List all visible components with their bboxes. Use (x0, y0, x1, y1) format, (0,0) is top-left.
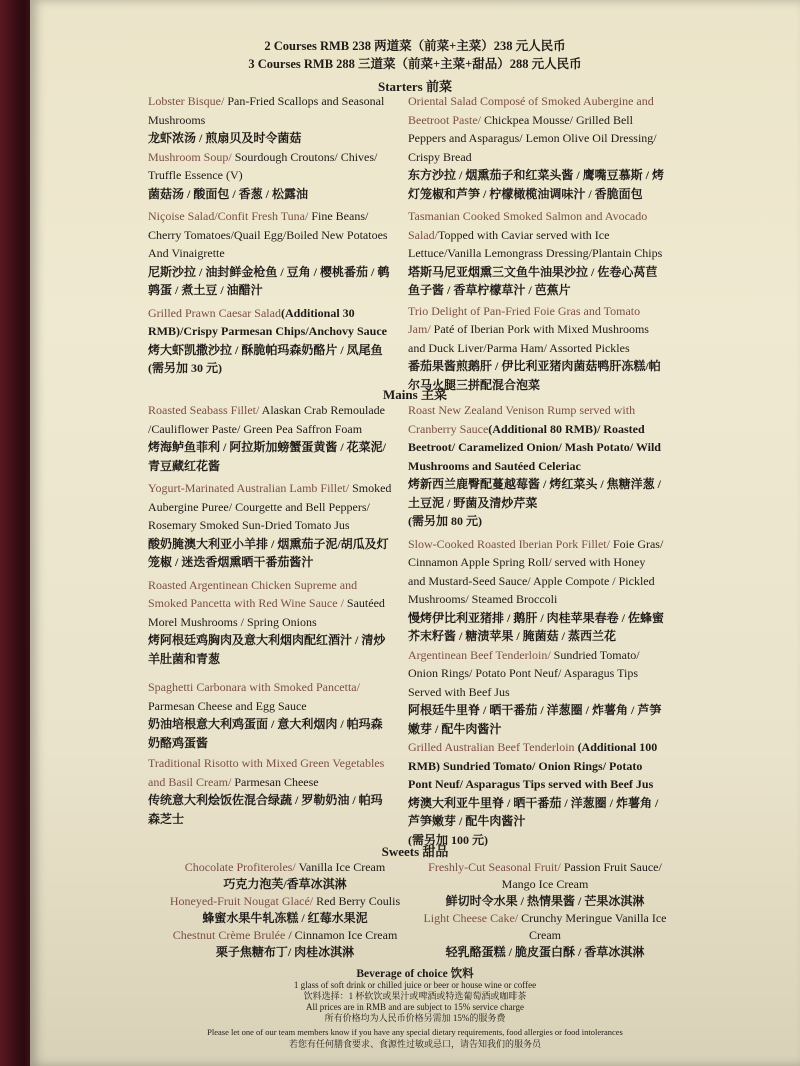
menu-item (408, 535, 664, 646)
dessert-name-zh: 巧克力泡芙/香草冰淇淋 (223, 877, 347, 891)
dish-description: Parmesan Cheese and Egg Sauce (148, 698, 307, 713)
dish-name-zh: 奶油培根意大利鸡蛋面 / 意大利烟肉 / 帕玛森奶酪鸡蛋酱 (148, 717, 383, 750)
dish-name-zh: 烤澳大利亚牛里脊 / 晒干番茄 / 洋葱圈 / 炸薯角 / 芦笋嫩芽 / 配牛肉酱汁 (408, 795, 659, 828)
dish-name: Roasted Argentinean Chicken Supreme and Smoked Pancetta with Red Wine Sauce / (148, 577, 358, 610)
menu-item (148, 678, 394, 752)
dish-name: Roast New Zealand Venison Rump served with Cranberry Sauce (408, 403, 636, 436)
dessert-item (150, 927, 420, 961)
dessert-description: Crunchy Meringue Vanilla Ice Cream (518, 911, 667, 942)
dish-name-zh: 烤阿根廷鸡胸肉及意大利烟肉配红酒汁 / 清炒羊肚菌和青葱 (148, 633, 386, 666)
dish-name-zh: 番茄果酱煎鹅肝 / 伊比利亚猪肉菌菇鸭肝冻糕/帕尔马火腿三拼配混合泡菜 (408, 359, 661, 392)
beverage-title: Beverage of choice 饮料 (356, 968, 474, 980)
menu-item (148, 304, 394, 378)
dish-name: Grilled Australian Beef Tenderloin (408, 740, 575, 754)
dish-name-zh: 烤海鲈鱼菲利 / 阿拉斯加螃蟹蛋黄酱 / 花菜泥/青豆藏红花酱 (148, 440, 387, 473)
menu-item (148, 92, 394, 148)
dish-name-zh: 慢烤伊比利亚猪排 / 鹅肝 / 肉桂苹果春卷 / 佐蜂蜜芥末籽酱 / 糖渍苹果 / 腌菌菇 / 蒸西兰花 (408, 610, 665, 643)
dish-description: Sourdough Croutons/ Chives/ Truffle Essence (V) (148, 149, 378, 182)
menu-item (148, 576, 394, 669)
menu-item (408, 207, 664, 300)
surcharge-note: (需另加 80 元) (408, 514, 482, 528)
dessert-description: Passion Fruit Sauce/ Mango Ice Cream (501, 860, 662, 891)
menu-item (148, 148, 394, 204)
menu-item (408, 92, 664, 203)
dish-description: Pan-Fried Scallops and Seasonal Mushrooms (148, 94, 385, 127)
dish-name: Yogurt-Marinated Australian Lamb Fillet/ (148, 481, 350, 495)
dessert-name-zh: 栗子焦糖布丁/ 肉桂冰淇淋 (215, 945, 355, 959)
menu-item (408, 646, 664, 739)
dish-description: Foie Gras/ Cinnamon Apple Spring Roll/ served with Honey and Mustard-Seed Sauce/ Apple Compote / Pickled Mushrooms/ Steamed Broccoli (408, 536, 664, 606)
dish-description: Alaskan Crab Remoulade /Cauliflower Paste/ Green Pea Saffron Foam (148, 403, 385, 436)
menu-item (148, 754, 394, 828)
mains-title: Mains 主菜 (383, 387, 447, 402)
dessert-name-zh: 鲜切时令水果 / 热情果酱 / 芒果冰淇淋 (445, 894, 645, 908)
dish-description: Parmesan Cheese (231, 774, 319, 789)
dish-name-zh: 酸奶腌澳大利亚小羊排 / 烟熏茄子泥/胡瓜及灯笼椒 / 迷迭香烟熏晒干番茄酱汁 (148, 536, 389, 569)
dish-name-zh: 东方沙拉 / 烟熏茄子和红菜头酱 / 鹰嘴豆慕斯 / 烤灯笼椒和芦笋 / 柠檬橄榄油调味汁 / 香脆面包 (408, 168, 665, 201)
dish-name-zh: 龙虾浓汤 / 煎扇贝及时令菌菇 (148, 131, 302, 145)
dietary-note-zh: 若您有任何膳食要求、食源性过敏或忌口，请告知我们的服务员 (288, 1039, 541, 1049)
dessert-description: Vanilla Ice Cream (295, 860, 386, 874)
dish-name-zh: 尼斯沙拉 / 油封鲜金枪鱼 / 豆角 / 樱桃番茄 / 鹌鹑蛋 / 煮土豆 / 油醋汁 (148, 264, 390, 297)
menu-item (408, 302, 664, 395)
dessert-name-zh: 轻乳酪蛋糕 / 脆皮蛋白酥 / 香草冰淇淋 (445, 945, 645, 959)
dessert-name: Honeyed-Fruit Nougat Glacé/ (169, 894, 314, 908)
menu-item (408, 401, 664, 531)
dish-description: Paté of Iberian Pork with Mixed Mushrooms and Duck Liver/Parma Ham/ Assorted Pickles (408, 322, 649, 355)
dish-name-zh: 烤大虾凯撒沙拉 / 酥脆帕玛森奶酪片 / 凤尾鱼 (148, 342, 383, 357)
courses-2-price: 2 Courses RMB 238 两道菜（前菜+主菜）238 元人民币 (264, 39, 566, 53)
mains-left-column (148, 401, 394, 828)
dish-description: (Additional 30 RMB)/Crispy Parmesan Chips/Anchovy Sauce (148, 305, 388, 338)
dietary-note: Please let one of our team members know if you have any special dietary requirements, food allergies or food intolerances (207, 1027, 623, 1037)
menu-item (148, 401, 394, 475)
dessert-name-zh: 蜂蜜水果牛轧冻糕 / 红莓水果泥 (202, 911, 368, 925)
dish-description: Smoked Aubergine Puree/ Courgette and Bell Peppers/ Rosemary Smoked Sun-Dried Tomato Jus (148, 481, 392, 532)
dish-name: Traditional Risotto with Mixed Green Vegetables and Basil Cream/ (148, 756, 385, 789)
dish-name: Spaghetti Carbonara with Smoked Pancetta/ (148, 680, 360, 694)
dish-description: Sautéed Morel Mushrooms / Spring Onions (148, 596, 385, 629)
dish-name: Niçoise Salad/Confit Fresh Tuna/ (148, 209, 309, 223)
dish-description: Chickpea Mousse/ Grilled Bell Peppers and Asparagus/ Lemon Olive Oil Dressing/ Crispy Bread (408, 112, 657, 164)
dish-name: Oriental Salad Composé of Smoked Aubergine and Beetroot Paste/ (408, 94, 654, 127)
beverage-line-1: 1 glass of soft drink or chilled juice or beer or house wine or coffee (293, 980, 537, 990)
dish-name: Lobster Bisque/ (148, 94, 225, 108)
dish-description: Sundried Tomato/ Onion Rings/ Potato Pont Neuf/ Asparagus Tips Served with Beef Jus (408, 647, 640, 699)
dessert-description: Red Berry Coulis (313, 894, 401, 908)
dessert-item (150, 893, 420, 927)
dish-description: Fine Beans/ Cherry Tomatoes/Quail Egg/Boiled New Potatoes And Vinaigrette (148, 209, 388, 260)
sweets-right-column (420, 859, 670, 961)
dish-description: (Additional 100 RMB) Sundried Tomato/ Onion Rings/ Potato Pont Neuf/ Asparagus Tips served with Beef Jus (408, 740, 658, 791)
dessert-name: Freshly-Cut Seasonal Fruit/ (428, 860, 561, 874)
starters-left-column (148, 92, 394, 378)
dish-name: Grilled Prawn Caesar Salad (148, 305, 281, 320)
dish-name: Mushroom Soup/ (148, 149, 232, 164)
menu-item (148, 207, 394, 300)
dish-name: Roasted Seabass Fillet/ (148, 403, 260, 417)
dish-description: (Additional 80 RMB)/ Roasted Beetroot/ Caramelized Onion/ Mash Potato/ Wild Mushrooms and Sautéed Celeriac (408, 421, 661, 473)
dessert-name: Light Cheese Cake/ (423, 911, 519, 925)
dish-name-zh: 塔斯马尼亚烟熏三文鱼牛油果沙拉 / 佐卷心莴苣鱼子酱 / 香草柠檬草汁 / 芭蕉片 (408, 264, 658, 297)
starters-right-column (408, 92, 664, 394)
dessert-name: Chocolate Profiteroles/ (184, 860, 296, 874)
dish-name: Slow-Cooked Roasted Iberian Pork Fillet/ (408, 536, 610, 551)
surcharge-note: (需另加 30 元) (148, 361, 222, 375)
menu-item (408, 738, 664, 849)
menu-item (148, 479, 394, 572)
dish-name-zh: 阿根廷牛里脊 / 晒干番茄 / 洋葱圈 / 炸薯角 / 芦笋嫩芽 / 配牛肉酱汁 (408, 703, 662, 736)
starters-title: Starters 前菜 (377, 79, 452, 94)
sweets-left-column (150, 859, 420, 961)
dish-name: Tasmanian Cooked Smoked Salmon and Avocado Salad/ (408, 209, 648, 242)
dish-name-zh: 烤新西兰鹿臀配蔓越莓酱 / 烤红菜头 / 焦糖洋葱 / 土豆泥 / 野菌及清炒芹菜 (408, 477, 662, 510)
dish-name: Argentinean Beef Tenderloin/ (408, 647, 551, 662)
dessert-description: / Cinnamon Ice Cream (285, 928, 398, 942)
dessert-item (420, 859, 670, 910)
courses-3-price: 3 Courses RMB 288 三道菜（前菜+主菜+甜品）288 元人民币 (248, 57, 582, 71)
beverage-line-2: 饮料选择：1 杯软饮或果汁或啤酒或特选葡萄酒或咖啡茶 (303, 991, 527, 1001)
dish-name: Trio Delight of Pan-Fried Foie Gras and Tomato Jam/ (408, 303, 641, 336)
surcharge-note: (需另加 100 元) (408, 832, 488, 847)
dish-name-zh: 传统意大利烩饭佐混合绿蔬 / 罗勒奶油 / 帕玛森芝士 (148, 793, 383, 826)
mains-right-column (408, 401, 664, 849)
service-charge-note-zh: 所有价格均为人民币价格另需加 15%的服务费 (324, 1013, 506, 1023)
service-charge-note: All prices are in RMB and are subject to 15% service charge (305, 1002, 524, 1012)
dessert-item (150, 859, 420, 893)
sweets-title: Sweets 甜品 (381, 844, 449, 859)
dessert-item (420, 910, 670, 961)
dish-description: Topped with Caviar served with Ice Lettuce/Vanilla Lemongrass Dressing/Plantain Chips (408, 227, 663, 260)
dish-name-zh: 菌菇汤 / 酸面包 / 香葱 / 松露油 (148, 186, 309, 201)
dessert-name: Chestnut Crème Brulée (172, 928, 286, 942)
